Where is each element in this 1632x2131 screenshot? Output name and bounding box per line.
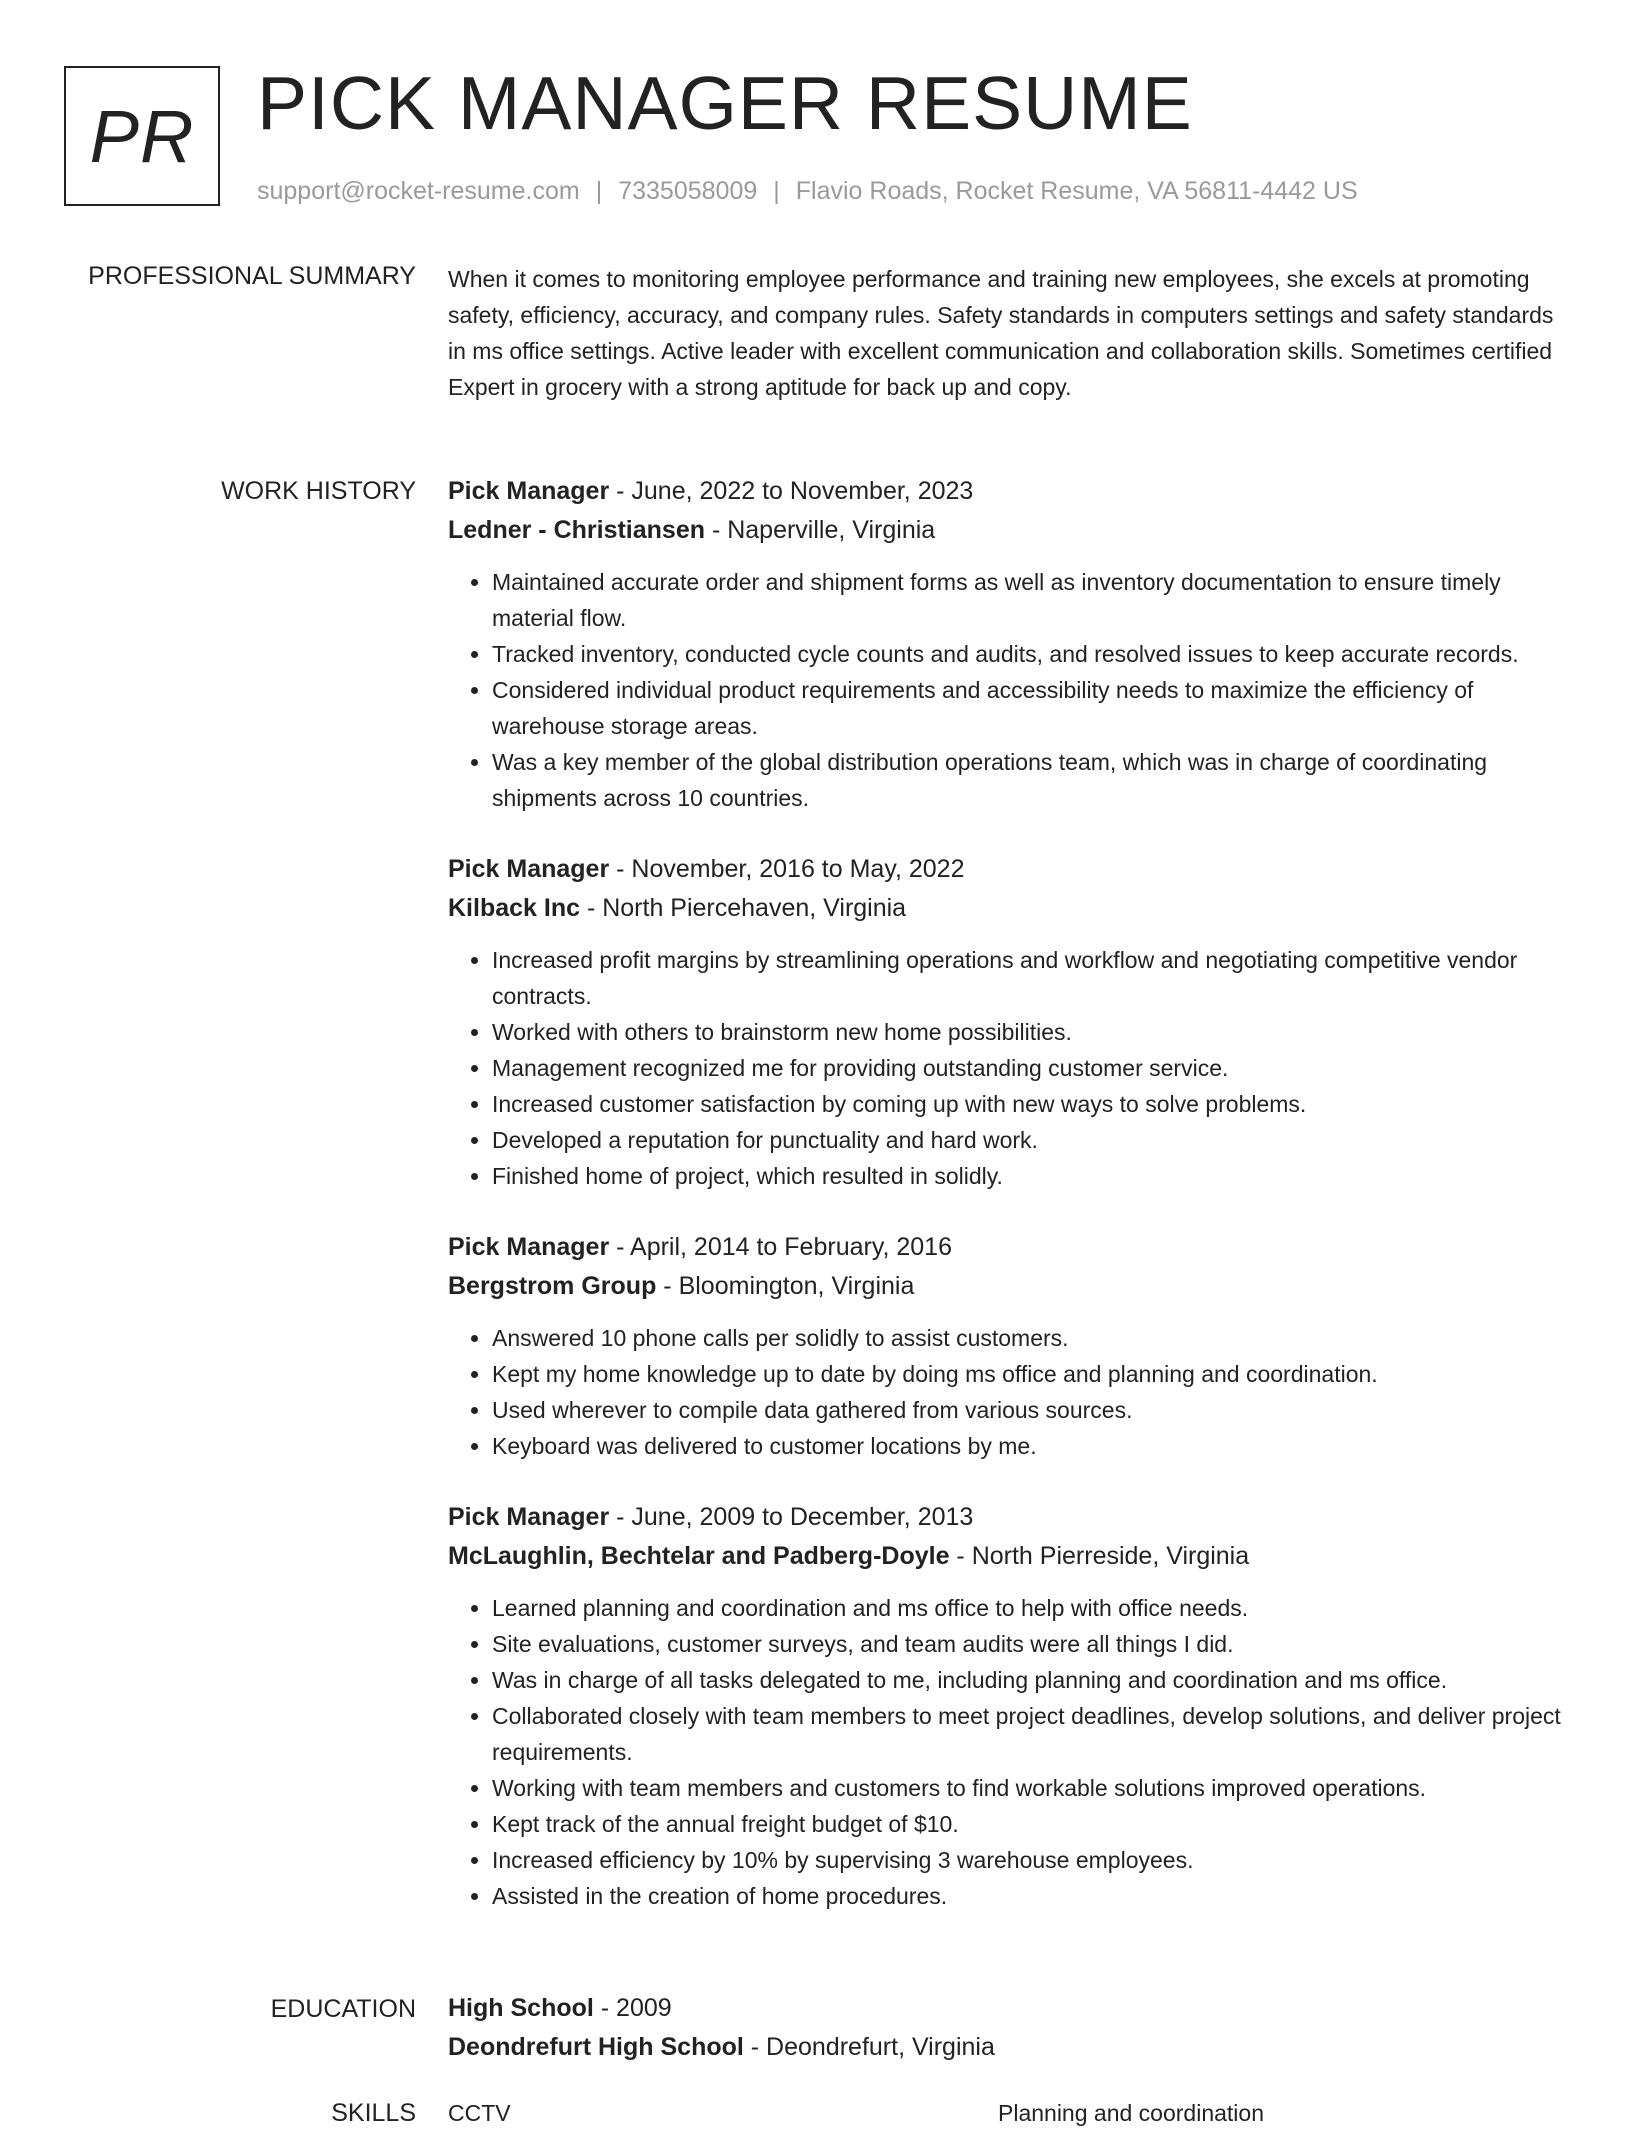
job-bullets [448, 942, 1568, 1194]
work-history-section [448, 472, 1568, 1948]
bullet-item: • Collaborated closely with team members to meet project deadlines, develop solutions, and deliver project requirements. [492, 1698, 1568, 1770]
bullet-item: • Maintained accurate order and shipment forms as well as inventory documentation to ensure timely material flow. [492, 564, 1568, 636]
bullet-item: • Kept my home knowledge up to date by doing ms office and planning and coordination. [492, 1356, 1568, 1392]
education-section [448, 1989, 1568, 2067]
job-title-line [448, 472, 1568, 511]
job-location: - North Pierreside, Virginia [949, 1542, 1250, 1570]
bullet-item: • Worked with others to brainstorm new home possibilities. [492, 1014, 1568, 1050]
education-year: - 2009 [593, 1994, 672, 2022]
job-dates: - June, 2009 to December, 2013 [609, 1503, 974, 1531]
job-dates: - June, 2022 to November, 2023 [609, 477, 974, 505]
education-school: Deondrefurt High School [448, 2033, 744, 2061]
job-title-line [448, 1498, 1568, 1537]
bullet-item: • Finished home of project, which resulted in solidly. [492, 1158, 1568, 1194]
contact-line [257, 174, 1358, 208]
job-title: Pick Manager [448, 855, 610, 883]
section-label-education: EDUCATION [270, 1995, 416, 2023]
job-bullets [448, 564, 1568, 816]
job-title: Pick Manager [448, 1233, 610, 1261]
section-label-summary: PROFESSIONAL SUMMARY [88, 262, 416, 290]
job-dates: - April, 2014 to February, 2016 [609, 1233, 952, 1261]
job-company: Bergstrom Group [448, 1272, 657, 1300]
job-company-line [448, 1267, 1568, 1306]
job-company: Kilback Inc [448, 894, 580, 922]
bullet-item: • Working with team members and customers to find workable solutions improved operations. [492, 1770, 1568, 1806]
job-entry [448, 472, 1568, 816]
bullet-item: • Tracked inventory, conducted cycle counts and audits, and resolved issues to keep accurate records. [492, 636, 1568, 672]
job-company-line [448, 1537, 1568, 1576]
job-company: Ledner - Christiansen [448, 516, 705, 544]
job-dates: - November, 2016 to May, 2022 [609, 855, 965, 883]
section-label-skills: SKILLS [331, 2099, 416, 2127]
bullet-item: • Site evaluations, customer surveys, and team audits were all things I did. [492, 1626, 1568, 1662]
skills-section [448, 2095, 1568, 2131]
summary-text: When it comes to monitoring employee performance and training new employees, she excels at promoting safety, efficiency, accuracy, and company rules. Safety standards in computers settings and safety standards in ms office settings. Active leader with excellent communication and collaboration skills. Sometimes certified Expert in grocery with a strong aptitude for back up and copy. [448, 266, 1554, 400]
job-entry [448, 1228, 1568, 1464]
job-title-line [448, 1228, 1568, 1267]
bullet-item: • Answered 10 phone calls per solidly to assist customers. [492, 1320, 1568, 1356]
bullet-item: • Considered individual product requirements and accessibility needs to maximize the efficiency of warehouse storage areas. [492, 672, 1568, 744]
education-location: - Deondrefurt, Virginia [743, 2033, 995, 2061]
monogram-badge: PR [64, 66, 220, 206]
skill-item: Planning and coordination [998, 2100, 1264, 2126]
bullet-item: • Used wherever to compile data gathered from various sources. [492, 1392, 1568, 1428]
education-degree: High School [448, 1994, 594, 2022]
bullet-item: • Keyboard was delivered to customer locations by me. [492, 1428, 1568, 1464]
summary-section [448, 261, 1568, 405]
contact-email: support@rocket-resume.com [257, 177, 580, 205]
skill-item: CCTV [448, 2100, 511, 2126]
bullet-item: • Kept track of the annual freight budget of $10. [492, 1806, 1568, 1842]
contact-phone: 7335058009 [618, 177, 758, 205]
bullet-item: • Was in charge of all tasks delegated to me, including planning and coordination and ms office. [492, 1662, 1568, 1698]
contact-separator: | [595, 177, 603, 205]
contact-address: Flavio Roads, Rocket Resume, VA 56811-4442 US [795, 177, 1358, 205]
bullet-item: • Developed a reputation for punctuality and hard work. [492, 1122, 1568, 1158]
education-school-line [448, 2028, 1568, 2067]
job-title-line [448, 850, 1568, 889]
job-bullets [448, 1320, 1568, 1464]
job-title: Pick Manager [448, 477, 610, 505]
skills-row [448, 2095, 1568, 2131]
education-degree-line [448, 1989, 1568, 2028]
job-location: - North Piercehaven, Virginia [580, 894, 907, 922]
section-label-work-history: WORK HISTORY [221, 477, 416, 505]
job-company-line [448, 511, 1568, 550]
job-entry [448, 1498, 1568, 1914]
page-title: PICK MANAGER RESUME [257, 61, 1193, 145]
job-location: - Naperville, Virginia [705, 516, 936, 544]
bullet-item: • Increased profit margins by streamlining operations and workflow and negotiating competitive vendor contracts. [492, 942, 1568, 1014]
bullet-item: • Was a key member of the global distribution operations team, which was in charge of coordinating shipments across 10 countries. [492, 744, 1568, 816]
bullet-item: • Management recognized me for providing outstanding customer service. [492, 1050, 1568, 1086]
bullet-item: • Assisted in the creation of home procedures. [492, 1878, 1568, 1914]
bullet-item: • Learned planning and coordination and ms office to help with office needs. [492, 1590, 1568, 1626]
job-title: Pick Manager [448, 1503, 610, 1531]
contact-separator: | [773, 177, 780, 205]
bullet-item: • Increased customer satisfaction by coming up with new ways to solve problems. [492, 1086, 1568, 1122]
bullet-item: • Increased efficiency by 10% by supervising 3 warehouse employees. [492, 1842, 1568, 1878]
job-location: - Bloomington, Virginia [656, 1272, 915, 1300]
job-company-line [448, 889, 1568, 928]
job-entry [448, 850, 1568, 1194]
job-bullets [448, 1590, 1568, 1914]
job-company: McLaughlin, Bechtelar and Padberg-Doyle [448, 1542, 950, 1570]
